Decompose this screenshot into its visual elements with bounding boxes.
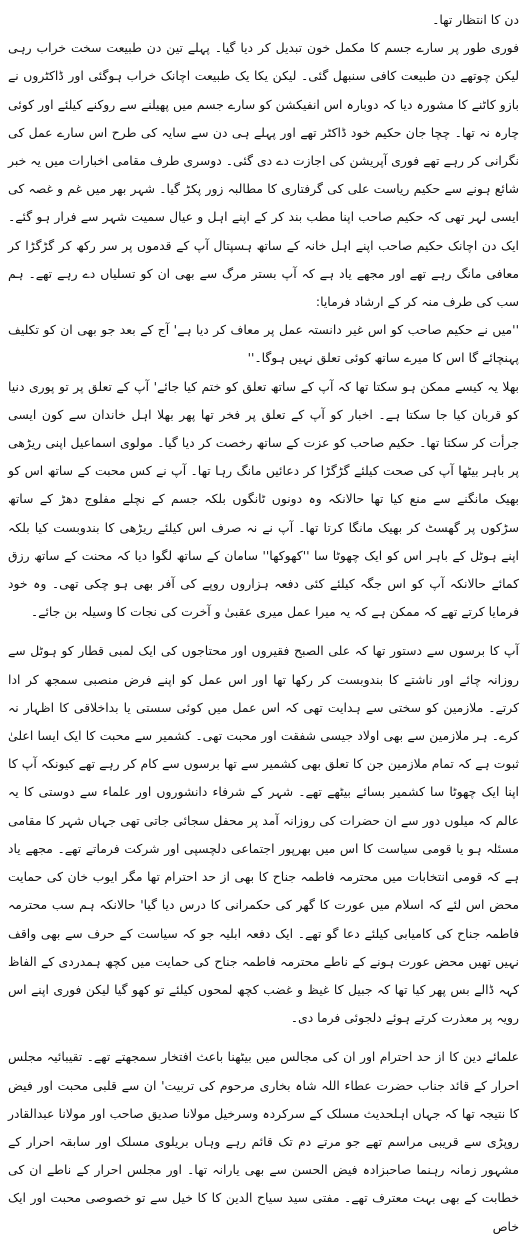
paragraph-blood-transfusion: فوری طور پر سارے جسم کا مکمل خون تبدیل کر دیا گیا۔ پہلے تین دن طبیعت سخت خراب رہی لیکن چوتھے دن طبیعت کافی سنبھل گئی۔ لیکن یکا یک طبیعت اچانک خراب ہوگئی اور ڈاکٹروں نے بازو کاٹنے کا مشورہ دیا کہ دوبارہ اس انفیکشن کو سارے جسم میں پھیلنے سے روکنے کیلئے اور کوئی چارہ نہ تھا۔ چچا جان حکیم خود ڈاکٹر تھے اور پہلے ہی دن سے سایہ کی طرح اس سارے عمل کی نگرانی کر رہے تھے فوری آپریشن کی اجازت دے دی گئی۔ دوسری طرف مقامی اخبارات میں یہ خبر شائع ہونے سے حکیم ریاست علی کی گرفتاری کا مطالبہ زور پکڑ گیا۔ شہر بھر میں غم و غصہ کی ایسی لہر تھی کہ حکیم صاحب اپنا مطب بند کر کے اپنے اہل و عیال سمیت شہر سے فرار ہو گئے۔ ایک دن اچانک حکیم صاحب اپنے اہل خانہ کے ساتھ ہسپتال آپ کے قدموں پر سر رکھ کر گڑگڑا کر معافی مانگ رہے تھے اور مجھے یاد ہے کہ آپ بستر مرگ سے بھی ان کو تسلیاں دے رہے تھے۔ ہم سب کی طرف منہ کر کے ارشاد فرمایا: [8,40,519,310]
paragraph-forgiveness: بھلا یہ کیسے ممکن ہو سکتا تھا کہ آپ کے ساتھ تعلق کو ختم کیا جائے' آپ کے تعلق پر تو پوری دنیا کو قربان کیا جا سکتا ہے۔ اخبار کو آپ کے تعلق پر فخر تھا پھر بھلا اہل خاندان سے کون ایسی جرأت کر سکتا تھا۔ حکیم صاحب کو عزت کے ساتھ رخصت کر دیا گیا۔ مولوی اسماعیل اپنی ریڑھی پر باہر بیٹھا آپ کی صحت کیلئے گڑگڑا کر دعائیں مانگ رہا تھا۔ آپ نے کس محبت کے ساتھ اس کو بھیک مانگنے سے منع کیا تھا حالانکہ وہ دونوں ٹانگوں بلکہ جسم کے نچلے مفلوج دھڑ کے ساتھ سڑکوں پر گھسٹ کر بھیک مانگا کرتا تھا۔ آپ نے نہ صرف اس کیلئے ریڑھی کا بندوبست کیا بلکہ اپنے ہوٹل کے باہر اس کو ایک چھوٹا سا ''کھوکھا'' سامان کے ساتھ لگوا دیا کہ محنت کے ساتھ رزق کمائے حالانکہ آپ کو اس جگہ کیلئے کئی دفعہ ہزاروں روپے کی آفر بھی ہو چکی تھی۔ وہ خود فرمایا کرتے تھے کہ ممکن ہے کہ یہ میرا عمل میری عقبیٰ و آخرت کی نجات کا وسیلہ بن جائے۔ [8,378,519,620]
paragraph-quote: ''میں نے حکیم صاحب کو اس غیر دانستہ عمل پر معاف کر دیا ہے' آج کے بعد جو بھی ان کو تکلیف پہنچائے گا اس کا میرے ساتھ کوئی تعلق نہیں ہوگا۔'' [8,322,519,366]
paragraph-opening: دن کا انتظار تھا۔ [432,12,519,27]
paragraph-routine: آپ کا برسوں سے دستور تھا کہ علی الصبح فقیروں اور محتاجوں کی ایک لمبی قطار کو ہوٹل سے روزانہ چائے اور ناشتے کا بندوبست کر رکھا تھا اور اس عمل کو اپنے فرض منصبی سمجھ کر ادا کرتے۔ ملازمین کو سختی سے ہدایت تھی کہ اس عمل میں کوئی سستی یا بداخلاقی کا اظہار نہ کرے۔ ہر ملازمین سے بھی اولاد جیسی شفقت اور محبت تھی۔ کشمیر سے محبت کا ایک ایسا اعلیٰ ثبوت ہے کہ تمام ملازمین جن کا تعلق بھی کشمیر سے تھا برسوں سے کام کر رہے تھے کیونکہ آپ کا اپنا ایک چھوٹا سا کشمیر بسائے بیٹھے تھے۔ شہر کے شرفاء دانشوروں اور علماء سے دوستی کا یہ عالم کہ میلوں دور سے ان حضرات کی روزانہ آمد پر محفل سجائی جاتی تھی جہاں شہر کا مقامی مسئلہ ہو یا قومی سیاست کا اس میں بھرپور اجتماعی دلچسپی اور شرکت فرماتے تھے۔ مجھے یاد ہے کہ قومی انتخابات میں محترمہ فاطمہ جناح کا بھی از حد احترام تھا مگر ایوب خان کی حمایت محض اس لئے کہ اسلام میں عورت کا گھر کی حکمرانی کا درس دیا گیا' حالانکہ ہم سب محترمہ فاطمہ جناح کی کامیابی کیلئے دعا گو تھے۔ ایک دفعہ ابلیہ جو کہ سیاست کے حرف سے بھی واقف نہیں تھیں محض عورت ہونے کے ناطے محترمہ فاطمہ جناح کی حمایت میں کچھ ہمدردی کے الفاظ کہہ ڈالے بس پھر کیا تھا کہ جبیل کا غیظ و غضب کچھ لمحوں کیلئے تو کھو گیا لیکن فوری اپنے اس رویہ پر معذرت کرتے ہوئے دلجوئی فرما دی۔ [8,643,519,1026]
paragraph-scholars: علمائے دین کا از حد احترام اور ان کی مجالس میں بیٹھنا باعث افتخار سمجھتے تھے۔ تقیبائیہ مجلس احرار کے قائد جناب حضرت عطاء اللہ شاہ بخاری مرحوم کی تربیت' ان سے قلبی محبت اور فیض کا نتیجہ تھا کہ جہاں اہلحدیث مسلک کے سرکردہ وسرخیل مولانا صدیق صاحب اور مولانا عبدالقادر روپڑی سے قریبی مراسم تھے جو مرتے دم تک قائم رہے وہاں بریلوی مسلک اور سابقہ احرار کے مشہور زمانہ رہنما صاحبزادہ فیض الحسن سے بھی یارانہ تھا۔ اور مجلس احرار کے ناطے ان کی خطابت کے بھی بہت معترف تھے۔ مفتی سید سیاح الدین کا کا خیل سے تو خصوصی محبت اور ایک خاص [8,1049,519,1234]
